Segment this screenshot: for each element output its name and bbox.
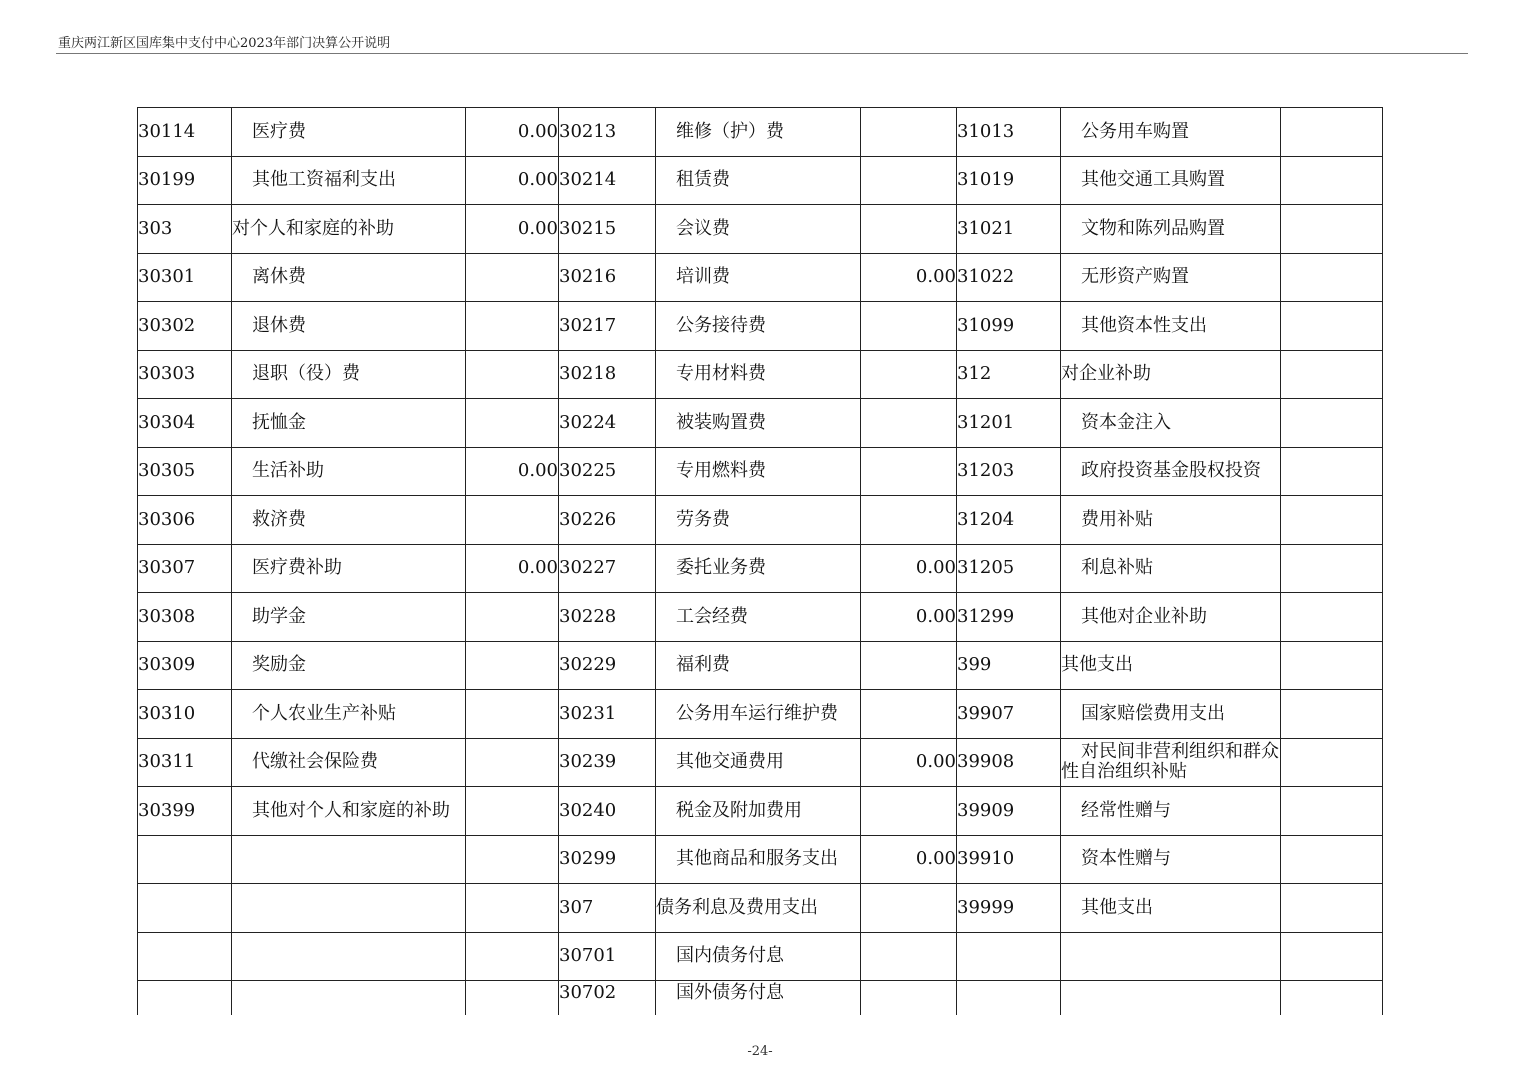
cell-name: 专用材料费 xyxy=(656,350,861,399)
cell-amt xyxy=(466,593,559,642)
cell-code: 307 xyxy=(559,884,656,933)
cell-amt xyxy=(1281,253,1383,302)
cell-code: 30214 xyxy=(559,156,656,205)
page-number: -24- xyxy=(747,1044,773,1059)
header-divider xyxy=(56,53,1468,54)
table-row xyxy=(138,302,1383,351)
cell-code: 30310 xyxy=(138,690,232,739)
table-row xyxy=(138,108,1383,157)
cell-amt xyxy=(861,399,957,448)
cell-amt xyxy=(861,350,957,399)
cell-code: 30309 xyxy=(138,641,232,690)
cell-code xyxy=(957,981,1061,1016)
table-row xyxy=(138,447,1383,496)
cell-code: 30304 xyxy=(138,399,232,448)
cell-amt: 0.00 xyxy=(861,544,957,593)
cell-name: 其他交通工具购置 xyxy=(1061,156,1281,205)
cell-amt xyxy=(861,447,957,496)
cell-name: 资本金注入 xyxy=(1061,399,1281,448)
cell-code: 31203 xyxy=(957,447,1061,496)
cell-name: 国家赔偿费用支出 xyxy=(1061,690,1281,739)
cell-name: 债务利息及费用支出 xyxy=(656,884,861,933)
cell-code: 31201 xyxy=(957,399,1061,448)
cell-code: 30231 xyxy=(559,690,656,739)
cell-amt xyxy=(466,835,559,884)
cell-amt xyxy=(466,981,559,1016)
cell-name: 利息补贴 xyxy=(1061,544,1281,593)
cell-code: 39999 xyxy=(957,884,1061,933)
table-body xyxy=(138,108,1383,1016)
cell-amt xyxy=(1281,205,1383,254)
cell-name: 被装购置费 xyxy=(656,399,861,448)
cell-code xyxy=(138,835,232,884)
cell-code: 31021 xyxy=(957,205,1061,254)
table-row xyxy=(138,641,1383,690)
cell-name: 公务接待费 xyxy=(656,302,861,351)
cell-amt xyxy=(466,932,559,981)
cell-amt xyxy=(861,884,957,933)
cell-amt xyxy=(466,350,559,399)
cell-name: 其他支出 xyxy=(1061,641,1281,690)
cell-code: 30226 xyxy=(559,496,656,545)
cell-name: 专用燃料费 xyxy=(656,447,861,496)
cell-code: 30215 xyxy=(559,205,656,254)
cell-code: 30229 xyxy=(559,641,656,690)
expenditure-classification-table xyxy=(137,107,1383,1015)
cell-code: 30702 xyxy=(559,981,656,1016)
cell-name: 培训费 xyxy=(656,253,861,302)
cell-name: 其他支出 xyxy=(1061,884,1281,933)
cell-code: 30228 xyxy=(559,593,656,642)
cell-amt: 0.00 xyxy=(861,253,957,302)
cell-name xyxy=(232,835,466,884)
cell-name: 其他工资福利支出 xyxy=(232,156,466,205)
table-row xyxy=(138,593,1383,642)
cell-code xyxy=(138,981,232,1016)
cell-code: 399 xyxy=(957,641,1061,690)
cell-name: 经常性赠与 xyxy=(1061,787,1281,836)
cell-amt xyxy=(1281,932,1383,981)
cell-amt: 0.00 xyxy=(466,156,559,205)
cell-name: 其他资本性支出 xyxy=(1061,302,1281,351)
cell-code: 39909 xyxy=(957,787,1061,836)
cell-name: 对个人和家庭的补助 xyxy=(232,205,466,254)
cell-name: 生活补助 xyxy=(232,447,466,496)
cell-amt xyxy=(1281,787,1383,836)
cell-amt xyxy=(1281,108,1383,157)
cell-name: 公务用车运行维护费 xyxy=(656,690,861,739)
cell-code: 30399 xyxy=(138,787,232,836)
cell-name: 公务用车购置 xyxy=(1061,108,1281,157)
cell-name xyxy=(232,981,466,1016)
cell-code: 31299 xyxy=(957,593,1061,642)
cell-code xyxy=(957,932,1061,981)
cell-code: 30311 xyxy=(138,738,232,787)
cell-amt: 0.00 xyxy=(861,835,957,884)
table-row xyxy=(138,932,1383,981)
cell-name xyxy=(232,884,466,933)
table-row xyxy=(138,156,1383,205)
cell-name xyxy=(1061,981,1281,1016)
cell-amt xyxy=(861,981,957,1016)
cell-amt: 0.00 xyxy=(466,205,559,254)
cell-code: 30308 xyxy=(138,593,232,642)
cell-name: 离休费 xyxy=(232,253,466,302)
cell-code: 30303 xyxy=(138,350,232,399)
cell-code: 30216 xyxy=(559,253,656,302)
cell-code: 30302 xyxy=(138,302,232,351)
cell-name: 退职（役）费 xyxy=(232,350,466,399)
cell-amt xyxy=(466,738,559,787)
cell-name: 会议费 xyxy=(656,205,861,254)
cell-code: 30225 xyxy=(559,447,656,496)
cell-amt: 0.00 xyxy=(861,593,957,642)
cell-name: 国内债务付息 xyxy=(656,932,861,981)
cell-code: 30307 xyxy=(138,544,232,593)
cell-code: 312 xyxy=(957,350,1061,399)
cell-name xyxy=(232,932,466,981)
cell-amt xyxy=(466,399,559,448)
cell-code: 30306 xyxy=(138,496,232,545)
cell-amt xyxy=(1281,981,1383,1016)
table-row xyxy=(138,544,1383,593)
cell-code: 39907 xyxy=(957,690,1061,739)
cell-amt xyxy=(1281,496,1383,545)
cell-code: 30213 xyxy=(559,108,656,157)
table-row xyxy=(138,787,1383,836)
cell-name: 福利费 xyxy=(656,641,861,690)
cell-code: 31022 xyxy=(957,253,1061,302)
table-row xyxy=(138,835,1383,884)
cell-amt xyxy=(1281,835,1383,884)
cell-amt xyxy=(861,205,957,254)
cell-name: 对民间非营利组织和群众性自治组织补贴 xyxy=(1061,738,1281,787)
cell-code: 30299 xyxy=(559,835,656,884)
cell-name: 医疗费补助 xyxy=(232,544,466,593)
cell-name: 文物和陈列品购置 xyxy=(1061,205,1281,254)
cell-amt xyxy=(861,787,957,836)
table-row xyxy=(138,350,1383,399)
cell-amt xyxy=(466,253,559,302)
cell-name: 其他对个人和家庭的补助 xyxy=(232,787,466,836)
table-row xyxy=(138,981,1383,1016)
cell-name: 维修（护）费 xyxy=(656,108,861,157)
cell-name: 助学金 xyxy=(232,593,466,642)
table-row xyxy=(138,496,1383,545)
cell-amt xyxy=(1281,350,1383,399)
cell-name: 对企业补助 xyxy=(1061,350,1281,399)
cell-code: 30199 xyxy=(138,156,232,205)
cell-name: 救济费 xyxy=(232,496,466,545)
cell-amt: 0.00 xyxy=(466,544,559,593)
cell-code: 30114 xyxy=(138,108,232,157)
cell-name: 个人农业生产补贴 xyxy=(232,690,466,739)
cell-amt xyxy=(861,108,957,157)
table-row xyxy=(138,399,1383,448)
cell-amt xyxy=(861,156,957,205)
cell-amt xyxy=(861,302,957,351)
cell-amt xyxy=(1281,690,1383,739)
document-header-title: 重庆两江新区国库集中支付中心2023年部门决算公开说明 xyxy=(58,36,391,51)
cell-code: 31019 xyxy=(957,156,1061,205)
table-row xyxy=(138,253,1383,302)
cell-code: 31013 xyxy=(957,108,1061,157)
cell-amt xyxy=(1281,738,1383,787)
table-row xyxy=(138,690,1383,739)
cell-code: 30240 xyxy=(559,787,656,836)
cell-name: 其他对企业补助 xyxy=(1061,593,1281,642)
cell-name: 劳务费 xyxy=(656,496,861,545)
cell-code: 39908 xyxy=(957,738,1061,787)
cell-amt xyxy=(1281,156,1383,205)
cell-name: 退休费 xyxy=(232,302,466,351)
table-row xyxy=(138,738,1383,787)
cell-amt xyxy=(466,641,559,690)
table-row xyxy=(138,205,1383,254)
cell-name: 医疗费 xyxy=(232,108,466,157)
cell-name: 抚恤金 xyxy=(232,399,466,448)
cell-name: 委托业务费 xyxy=(656,544,861,593)
cell-amt xyxy=(1281,447,1383,496)
cell-amt xyxy=(466,302,559,351)
cell-name: 工会经费 xyxy=(656,593,861,642)
cell-code xyxy=(138,884,232,933)
cell-amt xyxy=(861,641,957,690)
cell-code: 30217 xyxy=(559,302,656,351)
cell-name: 费用补贴 xyxy=(1061,496,1281,545)
cell-code: 30227 xyxy=(559,544,656,593)
cell-amt: 0.00 xyxy=(466,108,559,157)
cell-amt xyxy=(466,884,559,933)
cell-amt: 0.00 xyxy=(861,738,957,787)
cell-name: 其他交通费用 xyxy=(656,738,861,787)
cell-code: 30218 xyxy=(559,350,656,399)
cell-name: 代缴社会保险费 xyxy=(232,738,466,787)
cell-name xyxy=(1061,932,1281,981)
cell-name: 资本性赠与 xyxy=(1061,835,1281,884)
cell-name: 政府投资基金股权投资 xyxy=(1061,447,1281,496)
cell-code: 31205 xyxy=(957,544,1061,593)
cell-code: 30239 xyxy=(559,738,656,787)
cell-code: 303 xyxy=(138,205,232,254)
cell-amt: 0.00 xyxy=(466,447,559,496)
cell-code: 31099 xyxy=(957,302,1061,351)
cell-amt xyxy=(466,787,559,836)
cell-amt xyxy=(861,932,957,981)
cell-name: 其他商品和服务支出 xyxy=(656,835,861,884)
cell-amt xyxy=(1281,593,1383,642)
cell-name: 无形资产购置 xyxy=(1061,253,1281,302)
cell-code: 31204 xyxy=(957,496,1061,545)
cell-amt xyxy=(1281,302,1383,351)
cell-name: 租赁费 xyxy=(656,156,861,205)
cell-code: 30224 xyxy=(559,399,656,448)
cell-amt xyxy=(466,690,559,739)
cell-code: 30305 xyxy=(138,447,232,496)
cell-amt xyxy=(861,496,957,545)
cell-code: 30301 xyxy=(138,253,232,302)
cell-name: 国外债务付息 xyxy=(656,981,861,1016)
table-row xyxy=(138,884,1383,933)
cell-amt xyxy=(1281,399,1383,448)
cell-amt xyxy=(1281,884,1383,933)
cell-amt xyxy=(1281,544,1383,593)
cell-code xyxy=(138,932,232,981)
cell-amt xyxy=(466,496,559,545)
cell-code: 39910 xyxy=(957,835,1061,884)
cell-code: 30701 xyxy=(559,932,656,981)
cell-name: 税金及附加费用 xyxy=(656,787,861,836)
cell-amt xyxy=(861,690,957,739)
cell-amt xyxy=(1281,641,1383,690)
cell-name: 奖励金 xyxy=(232,641,466,690)
